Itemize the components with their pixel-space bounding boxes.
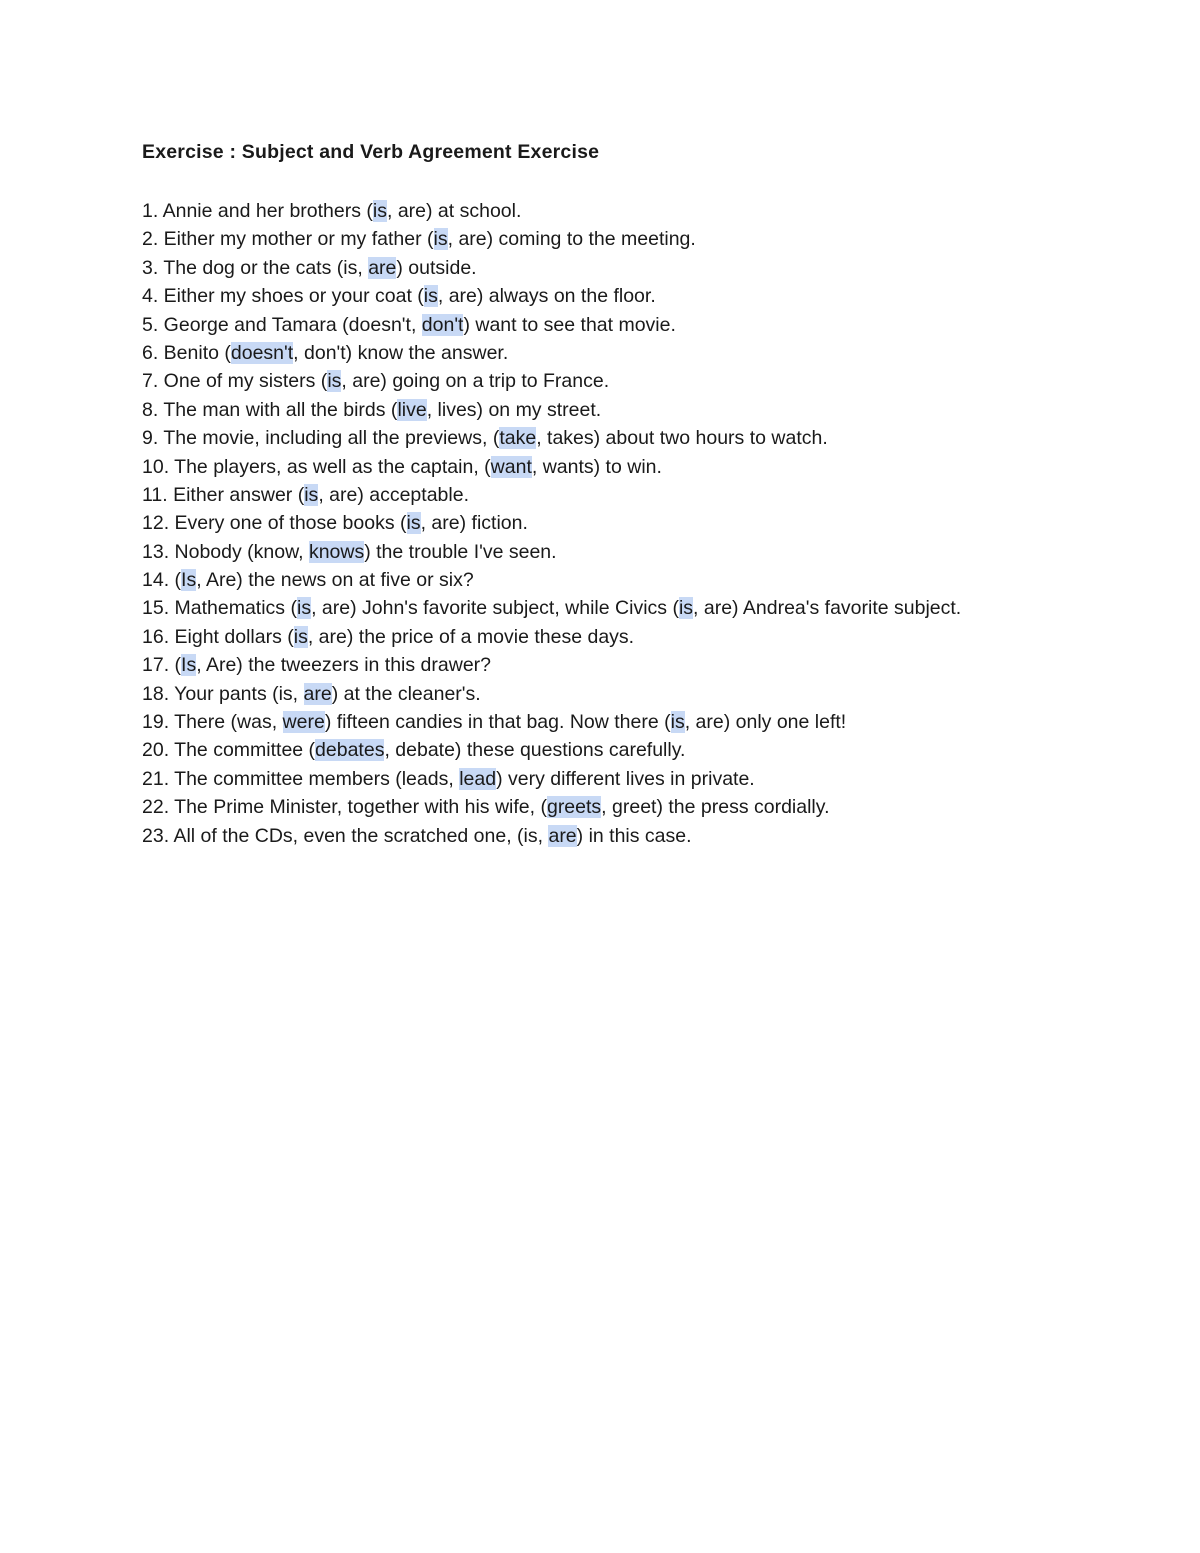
exercise-item xyxy=(142,566,961,594)
item-text: 8. The man with all the birds ( xyxy=(142,398,398,421)
item-text: ) in this case. xyxy=(576,824,692,847)
page-title: Exercise : Subject and Verb Agreement Exercise xyxy=(142,141,600,163)
item-text: 15. Mathematics ( xyxy=(142,597,297,620)
item-text: 12. Every one of those books ( xyxy=(142,512,407,535)
exercise-item xyxy=(142,765,961,793)
item-text: , are) fiction. xyxy=(420,512,528,535)
item-text: 3. The dog or the cats (is, xyxy=(142,256,369,279)
item-text: , are) only one left! xyxy=(684,711,847,734)
exercise-item xyxy=(142,538,961,566)
highlighted-answer: is xyxy=(678,597,694,620)
item-text: 22. The Prime Minister, together with his wife, ( xyxy=(142,796,547,819)
highlighted-answer: are xyxy=(548,824,577,847)
highlighted-answer: is xyxy=(423,285,438,308)
highlighted-answer: are xyxy=(303,682,332,705)
item-text: 5. George and Tamara (doesn't, xyxy=(142,313,422,336)
highlighted-answer: are xyxy=(368,256,397,279)
highlighted-answer: is xyxy=(406,512,421,535)
item-text: , debate) these questions carefully. xyxy=(384,739,686,762)
highlighted-answer: is xyxy=(296,597,312,620)
item-text: , takes) about two hours to watch. xyxy=(536,427,828,450)
item-text: , Are) the tweezers in this drawer? xyxy=(196,654,491,677)
item-text: 13. Nobody (know, xyxy=(142,540,309,563)
highlighted-answer: is xyxy=(304,483,319,506)
exercise-item xyxy=(142,367,961,395)
item-text: 19. There (was, xyxy=(142,711,283,734)
highlighted-answer: is xyxy=(293,625,308,648)
item-text: , are) coming to the meeting. xyxy=(447,228,696,251)
item-text: , are) John's favorite subject, while Civics ( xyxy=(311,597,679,620)
item-text: 10. The players, as well as the captain, ( xyxy=(142,455,491,478)
item-text: , greet) the press cordially. xyxy=(601,796,830,819)
item-text: 11. Either answer ( xyxy=(142,483,305,506)
exercise-item xyxy=(142,424,961,452)
highlighted-answer: don't xyxy=(421,313,464,336)
item-text: , are) going on a trip to France. xyxy=(341,370,610,393)
item-text: , are) always on the floor. xyxy=(437,285,656,308)
exercise-item xyxy=(142,254,961,282)
highlighted-answer: doesn't xyxy=(230,341,294,364)
item-text: , are) Andrea's favorite subject. xyxy=(693,597,962,620)
highlighted-answer: Is xyxy=(181,569,197,592)
item-text: , don't) know the answer. xyxy=(293,341,509,364)
item-text: 14. ( xyxy=(142,569,182,592)
item-text: ) want to see that movie. xyxy=(463,313,676,336)
exercise-item xyxy=(142,736,961,764)
exercise-item xyxy=(142,282,961,310)
exercise-item xyxy=(142,822,961,850)
highlighted-answer: is xyxy=(372,200,387,222)
item-text: ) the trouble I've seen. xyxy=(364,540,557,563)
item-text: ) outside. xyxy=(396,256,477,279)
item-text: 23. All of the CDs, even the scratched one, (is, xyxy=(142,824,549,847)
item-text: 1. Annie and her brothers ( xyxy=(142,200,373,222)
highlighted-answer: is xyxy=(670,711,685,734)
highlighted-answer: is xyxy=(327,370,342,393)
highlighted-answer: is xyxy=(433,228,448,251)
item-text: , wants) to win. xyxy=(531,455,662,478)
highlighted-answer: Is xyxy=(181,654,197,677)
exercise-item xyxy=(142,708,961,736)
exercise-item xyxy=(142,509,961,537)
item-text: 17. ( xyxy=(142,654,182,677)
item-text: 6. Benito ( xyxy=(142,341,231,364)
highlighted-answer: debates xyxy=(315,739,385,762)
highlighted-answer: were xyxy=(282,711,325,734)
exercise-item xyxy=(142,311,961,339)
exercise-list xyxy=(142,197,961,850)
item-text: 21. The committee members (leads, xyxy=(142,767,460,790)
exercise-item xyxy=(142,793,961,821)
item-text: 4. Either my shoes or your coat ( xyxy=(142,285,424,308)
item-text: , Are) the news on at five or six? xyxy=(196,569,474,592)
exercise-item xyxy=(142,481,961,509)
exercise-item xyxy=(142,453,961,481)
exercise-item xyxy=(142,225,961,253)
item-text: ) at the cleaner's. xyxy=(331,682,481,705)
item-text: , are) at school. xyxy=(387,200,522,222)
highlighted-answer: knows xyxy=(308,540,365,563)
exercise-item xyxy=(142,594,961,622)
item-text: , lives) on my street. xyxy=(426,398,602,421)
highlighted-answer: take xyxy=(499,427,537,450)
highlighted-answer: want xyxy=(490,455,532,478)
highlighted-answer: live xyxy=(397,398,427,421)
exercise-item xyxy=(142,339,961,367)
highlighted-answer: greets xyxy=(546,796,602,819)
exercise-item xyxy=(142,623,961,651)
highlighted-answer: lead xyxy=(459,767,497,790)
item-text: , are) acceptable. xyxy=(318,483,469,506)
item-text: , are) the price of a movie these days. xyxy=(307,625,635,648)
item-text: ) fifteen candies in that bag. Now there ( xyxy=(324,711,671,734)
exercise-item xyxy=(142,680,961,708)
item-text: 20. The committee ( xyxy=(142,739,316,762)
item-text: 2. Either my mother or my father ( xyxy=(142,228,434,251)
exercise-item xyxy=(142,197,961,225)
exercise-item xyxy=(142,396,961,424)
item-text: 18. Your pants (is, xyxy=(142,682,304,705)
item-text: 7. One of my sisters ( xyxy=(142,370,328,393)
item-text: ) very different lives in private. xyxy=(496,767,755,790)
exercise-item xyxy=(142,651,961,679)
item-text: 16. Eight dollars ( xyxy=(142,625,294,648)
item-text: 9. The movie, including all the previews, ( xyxy=(142,427,500,450)
